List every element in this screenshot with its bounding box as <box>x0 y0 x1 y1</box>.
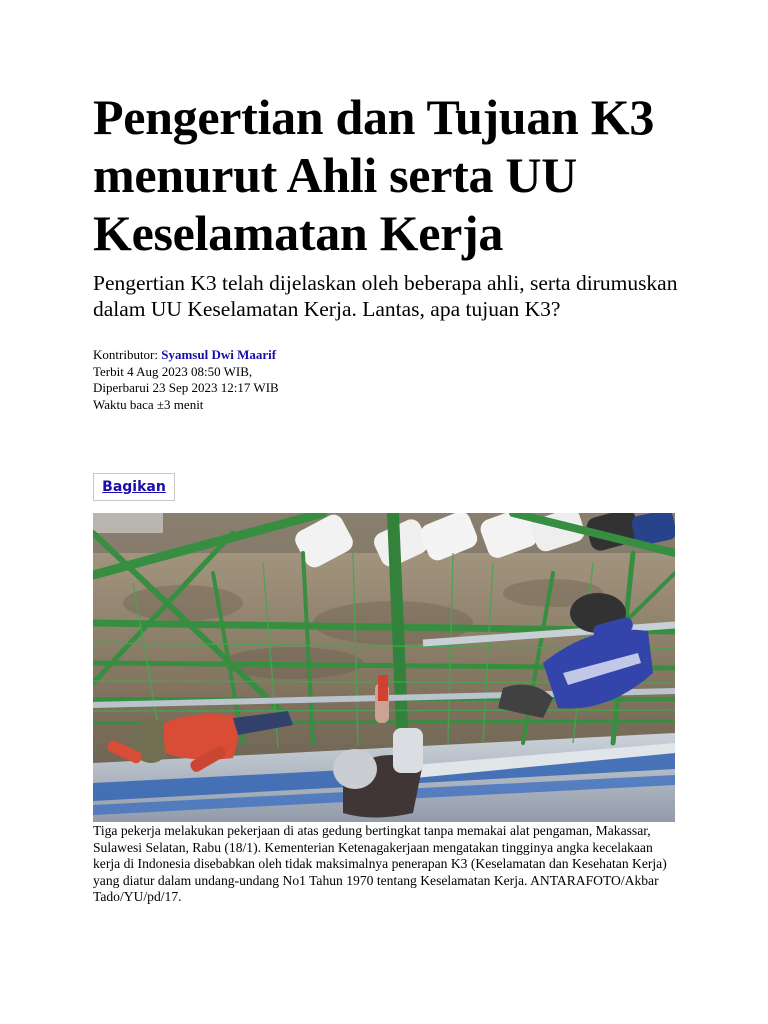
published-date: Terbit 4 Aug 2023 08:50 WIB, <box>93 363 253 379</box>
article-title: Pengertian dan Tujuan K3 menurut Ahli serta UU Keselamatan Kerja <box>93 89 655 261</box>
article-meta <box>93 347 279 413</box>
updated-date: Diperbarui 23 Sep 2023 12:17 WIB <box>93 380 279 395</box>
article-subtitle: Pengertian K3 telah dijelaskan oleh beberapa ahli, serta dirumuskan dalam UU Keselamatan Kerja. Lantas, apa tujuan K3? <box>93 271 678 321</box>
contributor-line <box>93 347 279 364</box>
contributor-label: Kontributor: <box>93 347 158 362</box>
article-photo <box>93 513 675 822</box>
scaffold-photo-illustration <box>93 513 675 822</box>
share-box <box>93 473 175 501</box>
photo-caption: Tiga pekerja melakukan pekerjaan di atas gedung bertingkat tanpa memakai alat pengaman, Makassar, Sulawesi Selatan, Rabu (18/1). Kementerian Ketenagakerjaan mengatakan tingginya angka kecelakaan kerja di Indonesia disebabkan oleh tidak maksimalnya penerapan K3 (Keselamatan dan Kesehatan Kerja) yang diatur dalam undang-undang No1 Tahun 1970 tentang Keselamatan Kerja. ANTARAFOTO/Akbar Tado/YU/pd/17. <box>93 823 667 904</box>
share-button[interactable]: Bagikan <box>102 479 166 495</box>
contributor-link[interactable]: Syamsul Dwi Maarif <box>161 347 277 362</box>
reading-time: Waktu baca ±3 menit <box>93 396 204 412</box>
